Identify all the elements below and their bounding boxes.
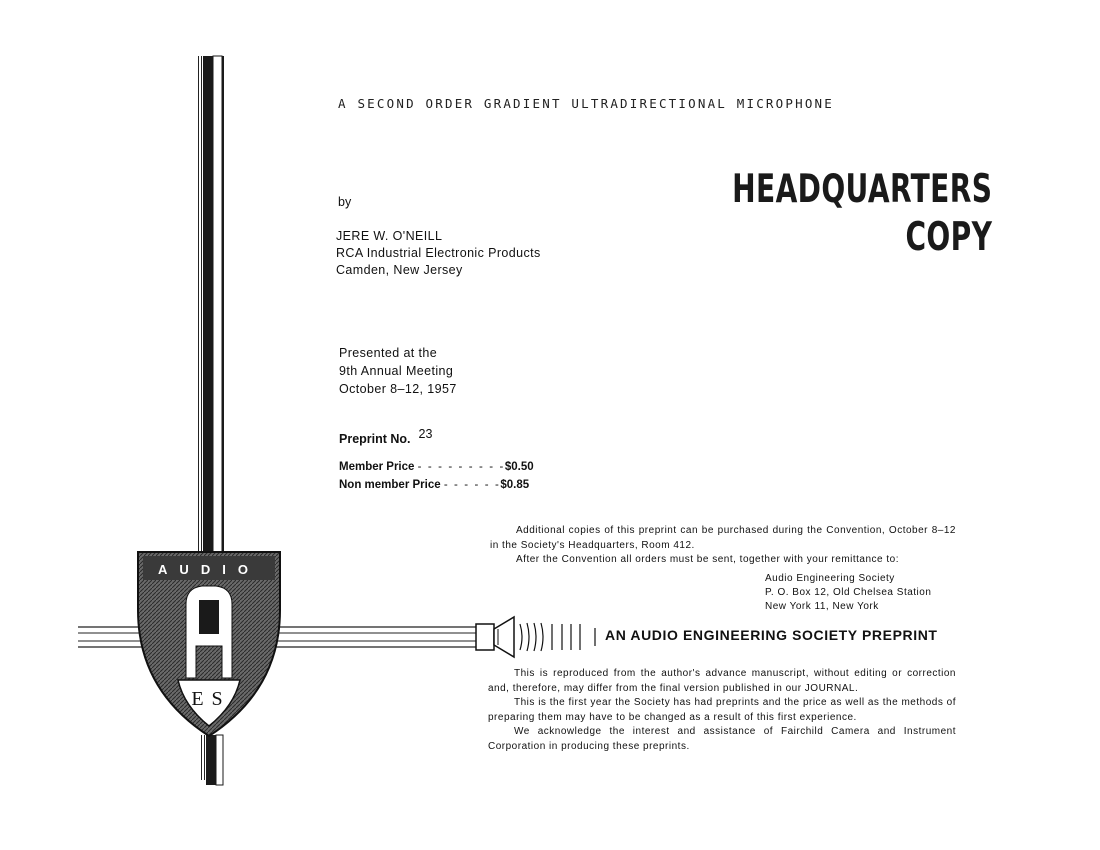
preprint-label: Preprint No. <box>339 432 411 446</box>
nonmember-price-leader: - - - - - - <box>443 479 501 491</box>
by-label: by <box>338 195 352 209</box>
presented-line-3: October 8–12, 1957 <box>339 382 457 396</box>
disclaimer-paragraph-2: This is the first year the Society has had preprints and the price as well as the methods of preparing them may have to be changed as a result of this first experience. <box>488 697 956 723</box>
stamp-line-2: COPY <box>905 215 992 260</box>
preprint-number-value: 23 <box>418 427 433 441</box>
loudspeaker-icon <box>476 617 595 657</box>
stamp-line-1: HEADQUARTERS <box>731 167 992 212</box>
disclaimer-paragraph-3: We acknowledge the interest and assistance of Fairchild Camera and Instrument Corporation in producing these preprints. <box>488 726 956 752</box>
author-name: JERE W. O'NEILL <box>336 229 443 243</box>
headquarters-stamp <box>732 166 992 262</box>
nonmember-price-row <box>339 476 534 494</box>
address-line-1: Audio Engineering Society <box>765 573 895 584</box>
member-price-label: Member Price <box>339 461 415 473</box>
aes-preprint-banner: AN AUDIO ENGINEERING SOCIETY PREPRINT <box>605 627 938 643</box>
ordering-line-1: Additional copies of this preprint can be purchased during the Convention, October 8–12 in the Society's Headquarters, Room 412. <box>490 525 956 551</box>
paper-title: A SECOND ORDER GRADIENT ULTRADIRECTIONAL MICROPHONE <box>338 96 835 111</box>
ordering-line-2: After the Convention all orders must be sent, together with your remittance to: <box>516 554 900 565</box>
preprint-number <box>339 427 433 446</box>
logo-top-text: AUDIO <box>158 562 260 577</box>
author-block <box>336 228 541 279</box>
member-price-value: $0.50 <box>504 461 534 473</box>
logo-bottom-text: ES <box>191 688 231 710</box>
member-price-leader: - - - - - - - - - <box>417 461 505 473</box>
ordering-info <box>490 524 956 568</box>
member-price-row <box>339 458 534 476</box>
author-location: Camden, New Jersey <box>336 263 463 277</box>
nonmember-price-value: $0.85 <box>500 479 530 491</box>
address-line-3: New York 11, New York <box>765 601 879 612</box>
price-list <box>339 458 534 494</box>
disclaimer-paragraph-1: This is reproduced from the author's advance manuscript, without editing or correction and, therefore, may differ from the final version published in our JOURNAL. <box>488 668 956 694</box>
presented-line-2: 9th Annual Meeting <box>339 364 454 378</box>
disclaimer <box>488 667 956 754</box>
address-line-2: P. O. Box 12, Old Chelsea Station <box>765 587 932 598</box>
mailing-address <box>765 572 931 614</box>
nonmember-price-label: Non member Price <box>339 479 441 491</box>
presented-block <box>339 344 457 398</box>
author-affiliation: RCA Industrial Electronic Products <box>336 246 541 260</box>
presented-line-1: Presented at the <box>339 346 438 360</box>
